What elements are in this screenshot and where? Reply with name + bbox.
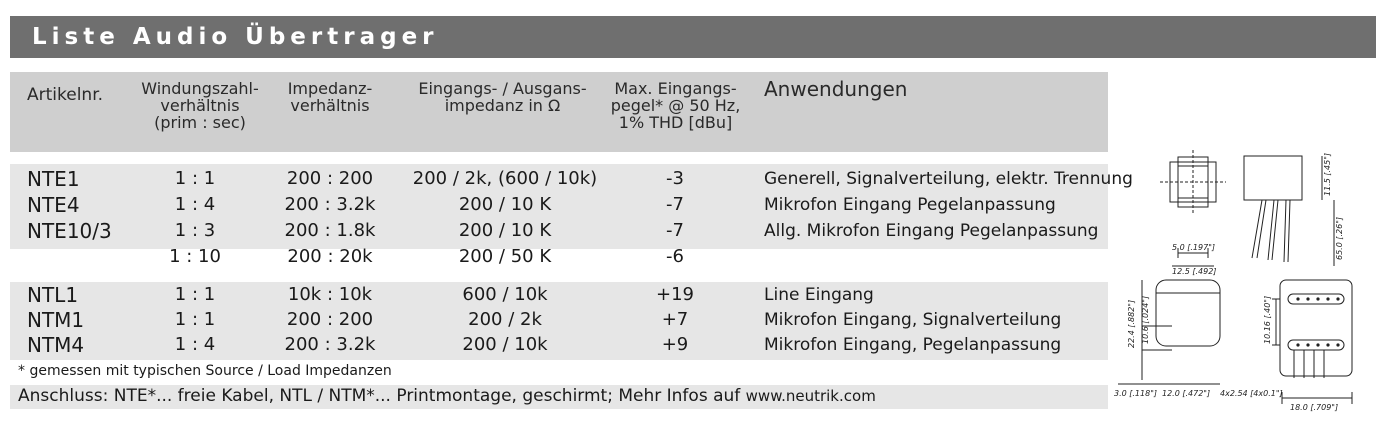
cell-eingangsimpedanz: 200 / 10 K: [458, 220, 552, 241]
cell-pegel: -6: [666, 246, 684, 267]
cell-artikelnr: NTL1: [27, 283, 79, 307]
dim-10-16mm: 10.16 [.40"]: [1263, 295, 1272, 344]
cell-eingangsimpedanz: 200 / 10k: [462, 334, 548, 355]
cell-anwendung: Mikrofon Eingang Pegelanpassung: [764, 195, 1056, 215]
cell-eingangsimpedanz: 600 / 10k: [462, 284, 548, 305]
header-anwendungen: Anwendungen: [764, 77, 908, 101]
cell-pegel: -7: [666, 194, 684, 215]
cell-eingangsimpedanz: 200 / 2k, (600 / 10k): [412, 168, 598, 189]
dim-12mm: 12.0 [.472"]: [1162, 389, 1211, 398]
cell-pegel: -3: [666, 168, 684, 189]
anschluss-text: Anschluss: NTE*... freie Kabel, NTL / NTM*... Printmontage, geschirmt; Mehr Infos auf www.neutrik.com: [18, 386, 876, 406]
header-impedanz: Impedanz- verhältnis: [287, 79, 373, 115]
header-eingangsimpedanz: Eingangs- / Ausgans- impedanz in Ω: [418, 79, 587, 115]
cell-windung: 1 : 1: [174, 168, 216, 189]
dim-65mm: 65.0 [.26"]: [1335, 217, 1344, 260]
cell-eingangsimpedanz: 200 / 2k: [468, 309, 542, 330]
cell-anwendung: Mikrofon Eingang, Pegelanpassung: [764, 335, 1062, 355]
nte-front-drawing: [1244, 156, 1334, 266]
cell-anwendung: Mikrofon Eingang, Signalverteilung: [764, 310, 1062, 330]
dim-18mm: 18.0 [.709"]: [1290, 403, 1339, 412]
cell-impedanz: 200 : 1.8k: [284, 220, 376, 241]
cell-impedanz: 200 : 20k: [287, 246, 373, 267]
cell-impedanz: 200 : 3.2k: [284, 334, 376, 355]
cell-impedanz: 200 : 200: [286, 168, 374, 189]
cell-impedanz: 200 : 200: [286, 309, 374, 330]
header-windungszahl: Windungszahl- verhältnis (prim : sec): [141, 79, 259, 132]
cell-pegel: -7: [666, 220, 684, 241]
dimension-drawings: [1112, 148, 1378, 438]
cell-artikelnr: NTE4: [27, 193, 80, 217]
website-link[interactable]: www.neutrik.com: [745, 387, 876, 405]
dim-22-4mm: 22.4 [.882"]: [1127, 299, 1136, 348]
cell-anwendung: Generell, Signalverteilung, elektr. Trennung: [764, 169, 1133, 189]
cell-eingangsimpedanz: 200 / 10 K: [458, 194, 552, 215]
cell-pegel: +19: [656, 284, 694, 305]
dim-5mm: 5.0 [.197"]: [1172, 243, 1215, 252]
cell-windung: 1 : 4: [174, 334, 216, 355]
cell-artikelnr: NTE10/3: [27, 219, 112, 243]
dim-12-5mm: 12.5 [.492]: [1172, 267, 1217, 276]
cell-eingangsimpedanz: 200 / 50 K: [458, 246, 552, 267]
page-title: Liste Audio Übertrager: [10, 16, 1376, 58]
cell-pegel: +9: [661, 334, 689, 355]
cell-windung: 1 : 3: [174, 220, 216, 241]
cell-impedanz: 200 : 3.2k: [284, 194, 376, 215]
cell-anwendung: Line Eingang: [764, 285, 874, 305]
cell-artikelnr: NTM4: [27, 333, 85, 357]
cell-artikelnr: NTE1: [27, 167, 80, 191]
cell-anwendung: Allg. Mikrofon Eingang Pegelanpassung: [764, 221, 1099, 241]
footnote: * gemessen mit typischen Source / Load Impedanzen: [18, 363, 392, 379]
dim-pitch: 4x2.54 [4x0.1"]: [1220, 389, 1283, 398]
cell-pegel: +7: [661, 309, 689, 330]
ntm-bottom-drawing: [1272, 280, 1352, 404]
cell-windung: 1 : 1: [174, 309, 216, 330]
header-max-pegel: Max. Eingangs- pegel* @ 50 Hz, 1% THD [dBu]: [610, 79, 741, 132]
header-artikelnr: Artikelnr.: [27, 85, 104, 105]
cell-windung: 1 : 4: [174, 194, 216, 215]
cell-windung: 1 : 10: [169, 246, 221, 267]
dim-10-6mm: 10.6 [.024"]: [1141, 295, 1150, 344]
cell-impedanz: 10k : 10k: [287, 284, 373, 305]
dim-11-5mm: 11.5 [.45"]: [1323, 153, 1332, 196]
cell-windung: 1 : 1: [174, 284, 216, 305]
cell-artikelnr: NTM1: [27, 308, 85, 332]
dim-3mm: 3.0 [.118"]: [1114, 389, 1157, 398]
